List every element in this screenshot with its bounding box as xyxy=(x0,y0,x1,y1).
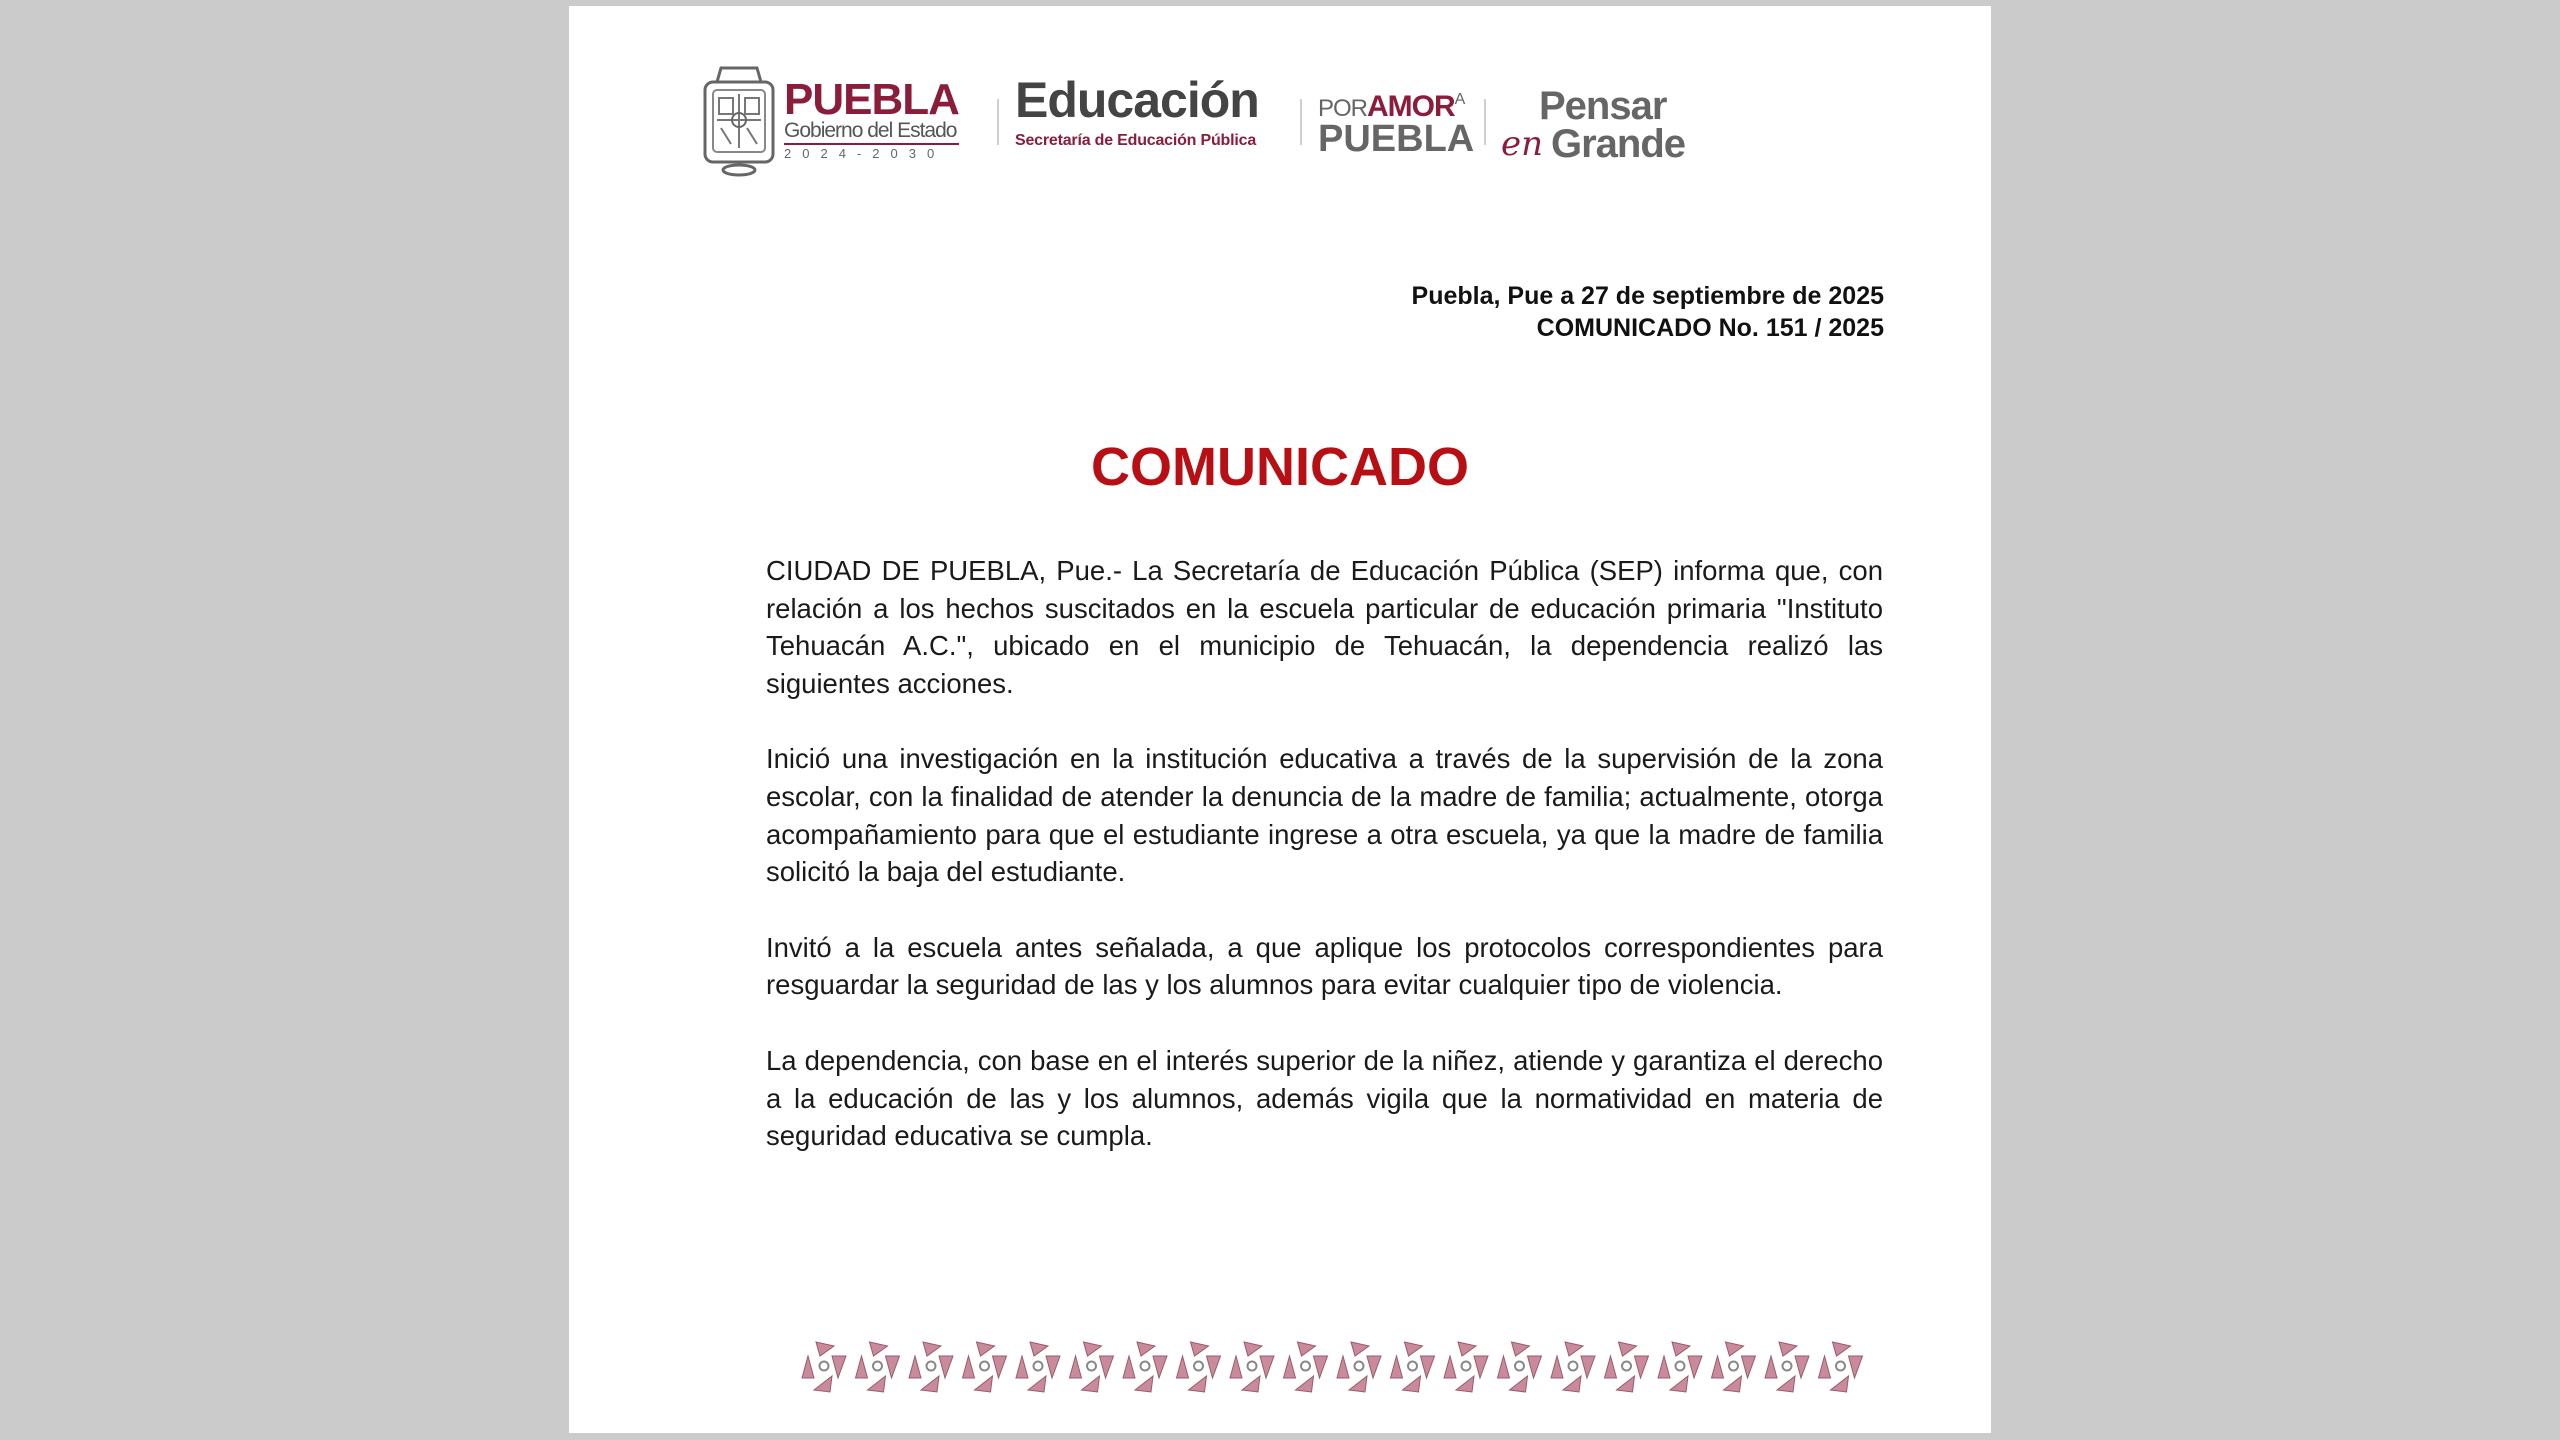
document-page xyxy=(569,6,1991,1433)
por-amor-a-puebla-logo xyxy=(1318,92,1474,158)
document-body xyxy=(766,552,1883,1193)
logo-gobierno-subtitle: Gobierno del Estado xyxy=(784,120,959,145)
logo-por: POR xyxy=(1318,95,1368,122)
paragraph: La dependencia, con base en el interés superior de la niñez, atiende y garantiza el derecho a la educación de las y los alumnos, además vigila que la normatividad en materia de seguridad educativa se cumpla. xyxy=(766,1044,1883,1152)
paragraph: CIUDAD DE PUEBLA, Pue.- La Secretaría de Educación Pública (SEP) informa que, con relación a los hechos suscitados en la escuela particular de educación primaria "Instituto Tehuacán A.C.", ubicado en el municipio de Tehuacán, la dependencia realizó las siguientes acciones. xyxy=(766,555,1883,699)
logo-en: en xyxy=(1501,124,1544,164)
logo-years: 2024-2030 xyxy=(784,146,946,161)
logo-divider xyxy=(1484,99,1486,145)
logo-divider xyxy=(997,99,999,145)
paragraph: Invitó a la escuela antes señalada, a que aplique los protocolos correspondientes para resguardar la seguridad de las y los alumnos para evitar cualquier tipo de violencia. xyxy=(766,931,1883,1001)
logo-educacion-word: Educación xyxy=(1015,72,1259,128)
logo-puebla-word: PUEBLA xyxy=(784,75,959,124)
header-logos xyxy=(701,54,1801,184)
logo-divider xyxy=(1300,99,1302,145)
logo-grande: Grande xyxy=(1551,122,1686,166)
state-coat-of-arms-icon xyxy=(701,60,777,180)
place-date: Puebla, Pue a 27 de septiembre de 2025 xyxy=(1411,282,1884,310)
document-title: COMUNICADO xyxy=(1091,437,1469,497)
pensar-en-grande-logo xyxy=(1501,84,1701,174)
logo-a: A xyxy=(1454,91,1465,108)
educacion-logo xyxy=(1015,72,1259,150)
communique-number: COMUNICADO No. 151 / 2025 xyxy=(1536,314,1884,342)
logo-amor: AMOR xyxy=(1367,90,1455,123)
logo-pensar: Pensar xyxy=(1539,84,1667,128)
logo-puebla-bottom: PUEBLA xyxy=(1318,118,1475,160)
puebla-government-logo xyxy=(784,75,959,163)
document-meta xyxy=(1412,280,1884,344)
paragraph: Inició una investigación en la institución educativa a través de la supervisión de la zona escolar, con la finalidad de atender la denuncia de la madre de familia; actualmente, otorga acompañamiento para que el estudiante ingrese a otra escuela, ya que la madre de familia solicitó la baja del estudiante. xyxy=(766,743,1883,888)
logo-sep-subtitle: Secretaría de Educación Pública xyxy=(1015,132,1257,149)
decorative-border-pattern-icon xyxy=(798,1336,1878,1396)
